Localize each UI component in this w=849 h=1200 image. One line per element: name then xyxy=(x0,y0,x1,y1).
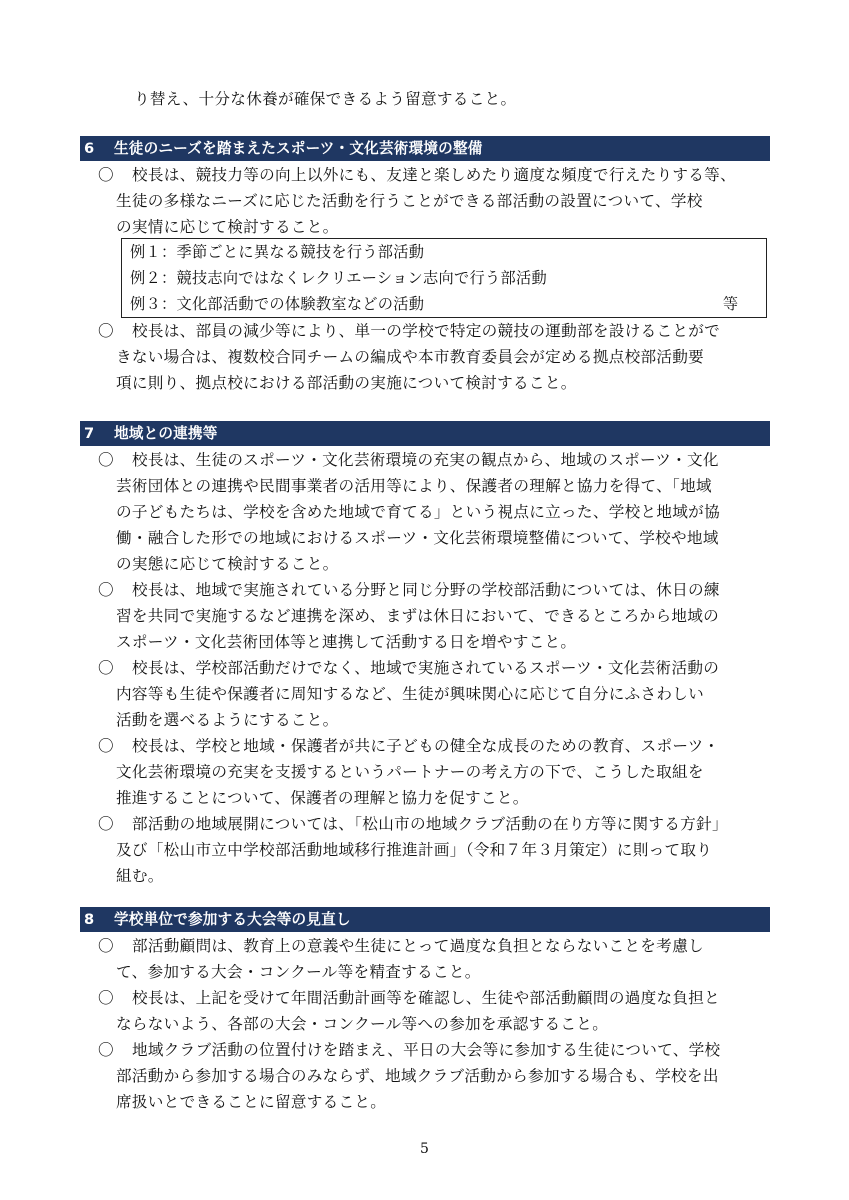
section-number: 7 xyxy=(84,425,95,442)
bullet-circle-icon: 〇 xyxy=(98,815,114,833)
continuation-line: り替え、十分な休養が確保できるよう留意すること。 xyxy=(134,90,517,108)
bullet-circle-icon: 〇 xyxy=(98,989,114,1007)
bullet-circle-icon: 〇 xyxy=(98,166,114,184)
section-6-header xyxy=(80,136,770,161)
example-1: 例１：季節ごとに異なる競技を行う部活動 xyxy=(130,243,425,261)
section-title: 学校単位で参加する大会等の見直し xyxy=(114,911,351,928)
example-2: 例２：競技志向ではなくレクリエーション志向で行う部活動 xyxy=(130,269,547,287)
bullet-circle-icon: 〇 xyxy=(98,322,114,340)
section-title: 生徒のニーズを踏まえたスポーツ・文化芸術環境の整備 xyxy=(114,140,483,157)
section-7-header xyxy=(80,421,770,446)
bullet-circle-icon: 〇 xyxy=(98,451,114,469)
examples-box xyxy=(121,238,767,318)
bullet-circle-icon: 〇 xyxy=(98,937,114,955)
section-8-header xyxy=(80,907,770,932)
examples-suffix: 等 xyxy=(722,295,738,313)
bullet-circle-icon: 〇 xyxy=(98,737,114,755)
section-title: 地域との連携等 xyxy=(114,425,218,442)
document-page: り替え、十分な休養が確保できるよう留意すること。 6 生徒のニーズを踏まえたスポーツ・文化芸術環境の整備 〇 校長は、競技力等の向上以外にも、友達と楽しめたり適度な頻度で行えたりする等、 生徒の多様なニーズに応じた活動を行うことができる部活動の設置について、学校 の実情に応じて検討すること。 例１：季節ごとに異なる競技を行う部活動 例２：競技志向ではなくレクリエーション志向で行う部活動 例３：文化部活動での体験教室などの活動 等 〇 校長は、部員の減少等により、単一の学校で特定の競技の運動部を設けることがで きない場合は、複数校合同チームの編成や本市教育委員会が定める拠点校部活動要 項に則り、拠点校における部活動の実施について検討すること。 7 地域との連携等 〇 校長は、生徒のスポーツ・文化芸術環境の充実の観点から、地域のスポーツ・文化 芸術団体との連携や民間事業者の活用等により、保護者の理解と協力を得て、「地域 の子どもたちは、学校を含めた地域で育てる」という視点に立った、学校と地域が協 働・融合した形での地域におけるスポーツ・文化芸術環境整備について、学校や地域 の実態に応じて検討すること。 〇 校長は、地域で実施されている分野と同じ分野の学校部活動については、休日の練 習を共同で実施するなど連携を深め、まずは休日において、できるところから地域の スポーツ・文化芸術団体等と連携して活動する日を増やすこと。 〇 校長は、学校部活動だけでなく、地域で実施されているスポーツ・文化芸術活動の 内容等も生徒や保護者に周知するなど、生徒が興味関心に応じて自分にふさわしい 活動を選べるようにすること。 〇 校長は、学校と地域・保護者が共に子どもの健全な成長のための教育、スポーツ・ 文化芸術環境の充実を支援するというパートナーの考え方の下で、こうした取組を 推進することについて、保護者の理解と協力を促すこと。 〇 部活動の地域展開については、「松山市の地域クラブ活動の在り方等に関する方針」 及び「松山市立中学校部活動地域移行推進計画」（令和７年３月策定）に則って取り 組む。 8 学校単位で参加する大会等の見直し 〇 部活動顧問は、教育上の意義や生徒にとって過度な負担とならないことを考慮し て、参加する大会・コンクール等を精査すること。 〇 校長は、上記を受けて年間活動計画等を確認し、生徒や部活動顧問の過度な負担と ならないよう、各部の大会・コンクール等への参加を承認すること。 〇 地域クラブ活動の位置付けを踏まえ、平日の大会等に参加する生徒について、学校 部活動から参加する場合のみならず、地域クラブ活動から参加する場合も、学校を出 席扱いとできることに留意すること。 5 xyxy=(0,0,849,1200)
bullet-circle-icon: 〇 xyxy=(98,659,114,677)
section-number: 8 xyxy=(84,911,95,928)
bullet-circle-icon: 〇 xyxy=(98,1041,114,1059)
bullet-circle-icon: 〇 xyxy=(98,581,114,599)
example-3: 例３：文化部活動での体験教室などの活動 xyxy=(130,295,425,313)
section-number: 6 xyxy=(84,140,95,157)
page-number: 5 xyxy=(420,1141,429,1157)
